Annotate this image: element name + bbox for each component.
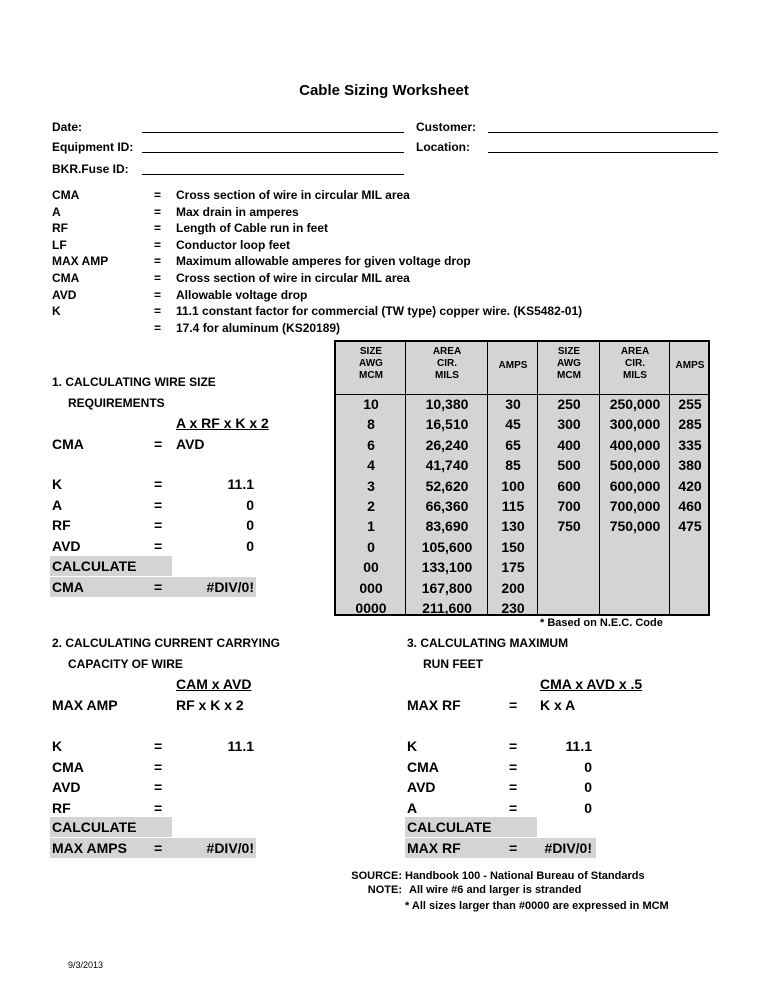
- section2-formula-lhs: MAX AMP: [52, 697, 118, 713]
- definition-eq: =: [154, 287, 162, 302]
- definition-desc: 11.1 constant factor for commercial (TW type) copper wire. (KS5482-01): [176, 304, 583, 319]
- date-label: Date:: [52, 120, 83, 134]
- definition-eq: =: [154, 204, 162, 219]
- variable-eq: =: [154, 496, 163, 513]
- table-cell: 130: [501, 518, 525, 535]
- table-header-line: MCM: [557, 370, 581, 381]
- section1-heading: 1. CALCULATING WIRE SIZE: [52, 375, 216, 389]
- definition-eq: =: [154, 237, 162, 252]
- table-header-cell: [600, 346, 670, 382]
- definition-eq: =: [154, 254, 162, 269]
- definition-desc: Allowable voltage drop: [176, 287, 308, 302]
- table-cell: 41,740: [425, 457, 469, 474]
- section1-formula-lhs: CMA: [52, 436, 84, 452]
- variable-label: A: [52, 496, 63, 513]
- table-header-line: CIR.: [437, 358, 457, 369]
- definition-desc: Cross section of wire in circular MIL area: [176, 188, 410, 202]
- table-cell: 400,000: [609, 436, 661, 453]
- table-cell: 66,360: [425, 498, 469, 514]
- table-cell: 255: [678, 396, 702, 412]
- section2-result-label: MAX AMPS: [52, 840, 127, 856]
- variable-eq: =: [509, 758, 518, 775]
- table-cell: 250,000: [609, 396, 661, 412]
- table-cell: 167,800: [421, 579, 473, 596]
- table-cell: 300,000: [609, 416, 661, 433]
- variable-value: 11.1: [227, 476, 254, 492]
- section1-formula-denominator: AVD: [176, 436, 205, 452]
- table-cell: 211,600: [422, 600, 472, 616]
- table-cell: 2: [367, 498, 375, 514]
- customer-label: Customer:: [416, 120, 477, 134]
- section1-result-label: CMA: [52, 579, 84, 595]
- table-header-cell: [336, 346, 406, 382]
- table-cell: 475: [678, 518, 702, 535]
- table-cell: 00: [363, 559, 379, 576]
- table-cell: 500,000: [609, 457, 661, 474]
- definition-eq: =: [154, 271, 162, 285]
- table-header-line: SIZE: [557, 346, 581, 357]
- bkr-fuse-id-label: BKR.Fuse ID:: [52, 162, 129, 176]
- section1-result-value: #DIV/0!: [206, 579, 254, 595]
- variable-label: AVD: [52, 537, 81, 554]
- variable-eq: =: [509, 799, 518, 816]
- table-cell: 200: [501, 579, 525, 596]
- variable-eq: =: [154, 476, 163, 492]
- table-cell: 3: [367, 477, 375, 494]
- table-cell: 300: [557, 416, 581, 433]
- definition-desc: 17.4 for aluminum (KS20189): [176, 320, 341, 335]
- table-header-line: SIZE: [359, 346, 383, 357]
- variable-value: 11.1: [227, 738, 254, 754]
- section2-formula-numerator: CAM x AVD: [176, 676, 252, 692]
- definition-term: RF: [52, 221, 68, 236]
- note-text: All wire #6 and larger is stranded: [409, 884, 582, 896]
- table-cell: 52,620: [425, 477, 469, 494]
- variable-value: 0: [246, 517, 254, 533]
- definition-desc: Maximum allowable amperes for given voltage drop: [176, 254, 471, 269]
- variable-label: A: [407, 799, 418, 816]
- table-header-line: MILS: [623, 370, 647, 381]
- table-cell: 175: [501, 559, 525, 576]
- bkr-fuse-id-field[interactable]: [142, 174, 404, 175]
- table-cell: 83,690: [425, 518, 469, 535]
- table-cell: 460: [678, 498, 702, 514]
- definition-term: CMA: [52, 188, 80, 202]
- table-cell: 420: [678, 477, 702, 494]
- table-header-line: AREA: [620, 346, 650, 357]
- definition-desc: Length of Cable run in feet: [176, 221, 328, 236]
- variable-label: AVD: [407, 779, 436, 795]
- definition-eq: =: [154, 188, 162, 202]
- section3-result-eq: =: [509, 840, 518, 856]
- table-header-line: AWG: [557, 358, 581, 369]
- section3-formula-lhs: MAX RF: [407, 697, 461, 713]
- section2-subheading: CAPACITY OF WIRE: [68, 657, 183, 671]
- wire-size-table: [334, 340, 710, 616]
- section3-subheading: RUN FEET: [423, 657, 483, 671]
- section3-result-value: #DIV/0!: [544, 840, 592, 856]
- section3-result-label: MAX RF: [407, 840, 461, 856]
- table-cell: 10: [363, 396, 379, 412]
- table-cell: 100: [501, 477, 525, 494]
- table-header-line: AMPS: [675, 360, 705, 371]
- table-cell: 600: [557, 477, 581, 494]
- customer-field[interactable]: [488, 132, 718, 133]
- variable-label: AVD: [52, 779, 81, 795]
- table-cell: 30: [505, 396, 521, 412]
- variable-label: K: [407, 738, 418, 754]
- definition-term: A: [52, 204, 61, 219]
- variable-label: RF: [52, 517, 71, 533]
- section2-formula-denominator: RF x K x 2: [176, 697, 244, 713]
- table-cell: 700,000: [609, 498, 661, 514]
- table-cell: 10,380: [425, 396, 469, 412]
- variable-label: K: [52, 738, 63, 754]
- definition-desc: Cross section of wire in circular MIL area: [176, 271, 410, 285]
- section3-calculate-label: CALCULATE: [407, 819, 492, 835]
- source-text: Handbook 100 - National Bureau of Standards: [405, 870, 645, 882]
- variable-value: 0: [584, 799, 592, 816]
- variable-value: 0: [584, 779, 592, 795]
- variable-eq: =: [154, 517, 163, 533]
- section1-result-eq: =: [154, 579, 163, 595]
- definition-eq: =: [154, 304, 162, 319]
- definition-eq: =: [154, 221, 162, 236]
- table-cell: 16,510: [425, 416, 469, 433]
- section1-formula-numerator: A x RF x K x 2: [176, 415, 269, 431]
- table-cell: 65: [505, 436, 521, 453]
- table-header-line: AMPS: [498, 360, 528, 371]
- variable-value: 0: [584, 758, 592, 775]
- table-cell: 85: [505, 457, 521, 474]
- variable-eq: =: [154, 758, 163, 775]
- variable-eq: =: [154, 779, 163, 795]
- table-header-line: CIR.: [625, 358, 645, 369]
- table-cell: 750: [557, 518, 581, 535]
- definition-term: LF: [52, 237, 67, 252]
- section3-formula-denominator: K x A: [540, 697, 576, 713]
- table-header-cell: [538, 346, 600, 382]
- definition-eq: =: [154, 320, 162, 335]
- table-cell: 0000: [355, 600, 387, 616]
- equipment-id-field[interactable]: [142, 152, 404, 153]
- table-cell: 700: [557, 498, 581, 514]
- footer-date: 9/3/2013: [68, 960, 104, 970]
- table-cell: 400: [557, 436, 581, 453]
- table-cell: 600,000: [609, 477, 661, 494]
- table-cell: 500: [557, 457, 581, 474]
- location-field[interactable]: [488, 152, 718, 153]
- table-header-cell: [406, 346, 488, 382]
- page-title: Cable Sizing Worksheet: [299, 82, 469, 99]
- location-label: Location:: [416, 140, 470, 154]
- table-cell: 8: [367, 416, 375, 433]
- table-cell: 000: [359, 579, 383, 596]
- table-header-cell: [488, 360, 538, 372]
- note-label: NOTE:: [367, 884, 402, 896]
- table-header-line: MCM: [359, 370, 383, 381]
- table-cell: 1: [367, 518, 375, 535]
- section1-calculate-label: CALCULATE: [52, 558, 137, 574]
- table-cell: 250: [557, 396, 581, 412]
- table-cell: 380: [678, 457, 702, 474]
- table-header-line: AREA: [432, 346, 462, 357]
- variable-eq: =: [154, 738, 163, 754]
- table-cell: 45: [505, 416, 521, 433]
- table-cell: 750,000: [609, 518, 661, 535]
- variable-label: K: [52, 476, 63, 492]
- variable-eq: =: [154, 799, 163, 816]
- section2-result-eq: =: [154, 840, 163, 856]
- table-header-line: AWG: [359, 358, 383, 369]
- variable-eq: =: [509, 738, 518, 754]
- equipment-id-label: Equipment ID:: [52, 140, 134, 154]
- definition-term: AVD: [52, 287, 77, 302]
- variable-label: RF: [52, 799, 71, 816]
- variable-value: 11.1: [565, 738, 592, 754]
- source-label: SOURCE:: [351, 870, 402, 882]
- table-cell: 4: [367, 457, 375, 474]
- table-cell: 26,240: [425, 436, 469, 453]
- section3-formula-numerator: CMA x AVD x .5: [540, 676, 643, 692]
- table-cell: 285: [678, 416, 702, 433]
- table-cell: 335: [678, 436, 702, 453]
- definition-desc: Conductor loop feet: [176, 237, 290, 252]
- variable-label: CMA: [52, 758, 84, 775]
- section3-formula-eq: =: [509, 697, 518, 713]
- table-cell: 133,100: [421, 559, 473, 576]
- table-footnote: * Based on N.E.C. Code: [540, 617, 663, 629]
- section2-heading: 2. CALCULATING CURRENT CARRYING: [52, 636, 280, 650]
- definition-term: CMA: [52, 271, 80, 285]
- definition-term: MAX AMP: [52, 254, 109, 269]
- section3-heading: 3. CALCULATING MAXIMUM: [407, 636, 569, 650]
- table-cell: 150: [501, 538, 525, 555]
- variable-eq: =: [509, 779, 518, 795]
- definition-term: K: [52, 304, 61, 319]
- table-cell: 115: [501, 498, 525, 514]
- section2-calculate-label: CALCULATE: [52, 819, 137, 835]
- variable-label: CMA: [407, 758, 439, 775]
- table-header-cell: [670, 360, 710, 372]
- table-cell: 105,600: [421, 538, 473, 555]
- table-cell: 6: [367, 436, 375, 453]
- variable-value: 0: [246, 537, 254, 554]
- date-field[interactable]: [142, 132, 404, 133]
- section2-result-value: #DIV/0!: [206, 840, 254, 856]
- table-cell: 230: [501, 600, 525, 616]
- definition-desc: Max drain in amperes: [176, 204, 299, 219]
- section1-formula-eq: =: [154, 436, 163, 452]
- section1-subheading: REQUIREMENTS: [68, 396, 165, 410]
- variable-value: 0: [246, 496, 254, 513]
- note-mcm: * All sizes larger than #0000 are expressed in MCM: [405, 900, 669, 912]
- table-header-line: MILS: [435, 370, 459, 381]
- variable-eq: =: [154, 537, 163, 554]
- table-cell: 0: [367, 538, 375, 555]
